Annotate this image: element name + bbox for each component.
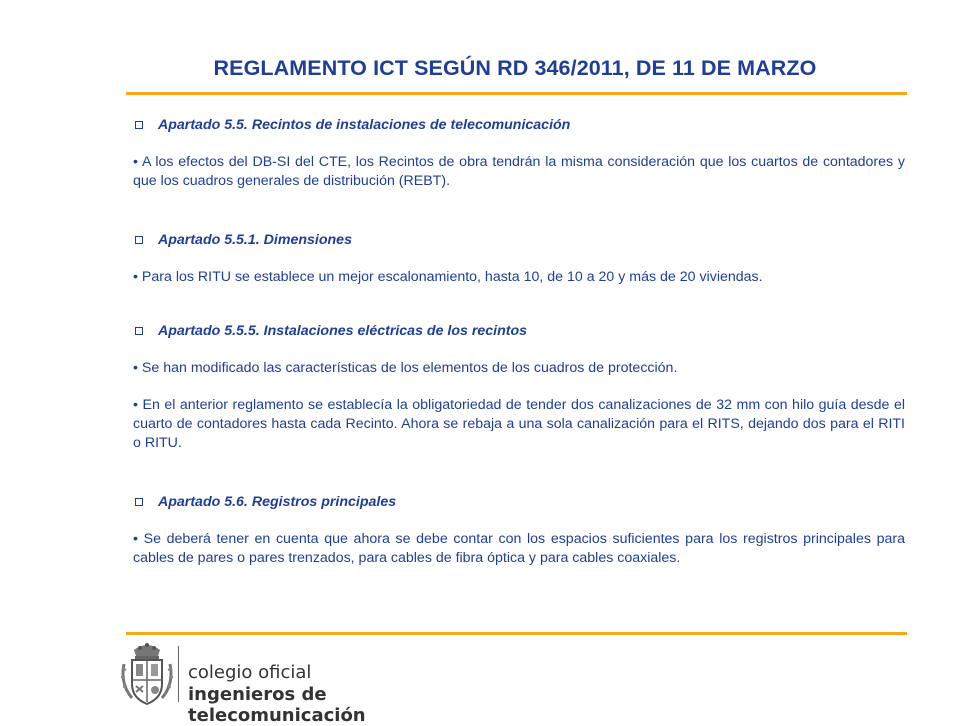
organization-logo xyxy=(120,640,400,726)
bottom-divider xyxy=(126,632,907,635)
checkbox-bullet-icon xyxy=(135,236,143,244)
bullet-paragraph: • Para los RITU se establece un mejor escalonamiento, hasta 10, de 10 a 20 y más de 20 viviendas. xyxy=(133,269,763,285)
bullet-paragraph: • En el anterior reglamento se establecía la obligatoriedad de tender dos canalizaciones de 32 mm con hilo guía desde el cuarto de contadores hasta cada Recinto. Ahora se rebaja a una sola canalización para el RITS, dejando dos para el RITI o RITU. xyxy=(133,397,905,451)
section-heading xyxy=(133,322,905,341)
top-divider xyxy=(126,92,907,95)
page-title: REGLAMENTO ICT SEGÚN RD 346/2011, DE 11 DE MARZO xyxy=(213,56,817,80)
coat-of-arms-icon xyxy=(120,640,174,710)
bullet-paragraph: • Se han modificado las características de los elementos de los cuadros de protección. xyxy=(133,360,678,376)
checkbox-bullet-icon xyxy=(135,121,143,129)
section-heading-label: Apartado 5.6. Registros principales xyxy=(158,494,397,510)
content-body xyxy=(133,116,905,568)
section-heading-label: Apartado 5.5.1. Dimensiones xyxy=(158,232,352,248)
section-heading-label: Apartado 5.5.5. Instalaciones eléctricas de los recintos xyxy=(158,323,528,339)
checkbox-bullet-icon xyxy=(135,498,143,506)
section-heading xyxy=(133,493,905,512)
section-heading xyxy=(133,231,905,250)
logo-divider xyxy=(178,646,179,702)
section-heading xyxy=(133,116,905,135)
checkbox-bullet-icon xyxy=(135,327,143,335)
organization-name-line1: colegio oficial xyxy=(188,662,312,683)
bullet-paragraph: • Se deberá tener en cuenta que ahora se debe contar con los espacios suficientes para los registros principales para cables de pares o pares trenzados, para cables de fibra óptica y para cables coaxiales. xyxy=(133,531,905,566)
section-heading-label: Apartado 5.5. Recintos de instalaciones de telecomunicación xyxy=(158,117,571,133)
organization-name-line2: ingenieros de telecomunicación xyxy=(188,684,366,726)
bullet-paragraph: • A los efectos del DB-SI del CTE, los Recintos de obra tendrán la misma consideración que los cuartos de contadores y que los cuadros generales de distribución (REBT). xyxy=(133,154,905,189)
